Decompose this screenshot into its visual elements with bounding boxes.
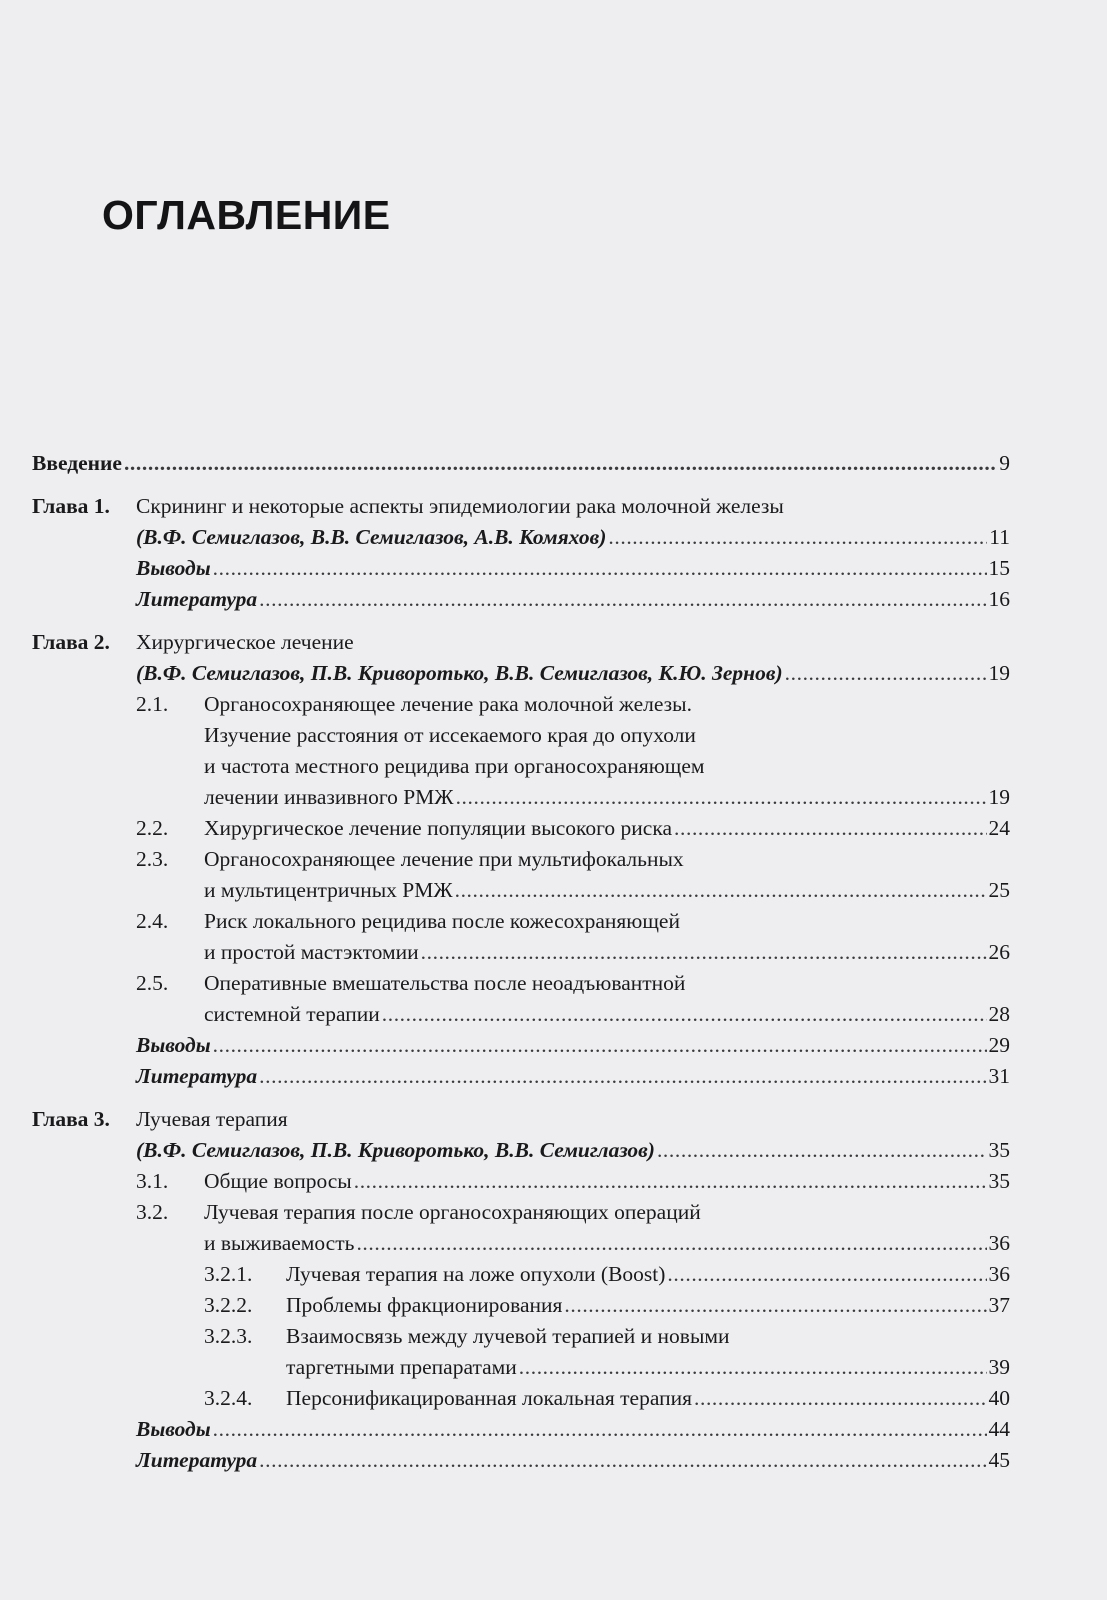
section-title-line: Лучевая терапия после органосохраняющих операций bbox=[204, 1200, 701, 1224]
section-title-line: Органосохраняющее лечение рака молочной железы. bbox=[204, 692, 692, 716]
dot-leader bbox=[259, 584, 986, 615]
conclusions-label: Выводы bbox=[136, 1033, 211, 1057]
dot-leader bbox=[608, 522, 987, 553]
authors-leader bbox=[136, 522, 1010, 553]
toc-section-3-2-line2[interactable] bbox=[32, 1228, 1010, 1259]
subsection-leader bbox=[286, 1290, 1010, 1321]
section-title-line: и простой мастэктомии bbox=[204, 940, 419, 964]
section-number: 2.4. bbox=[136, 909, 169, 933]
section-title-line: лечении инвазивного РМЖ bbox=[204, 785, 454, 809]
chapter-label: Глава 2. bbox=[32, 630, 110, 654]
authors-leader bbox=[136, 1135, 1010, 1166]
section-leader bbox=[204, 1228, 1010, 1259]
dot-leader bbox=[356, 1228, 986, 1259]
toc-chapter-3-authors[interactable] bbox=[32, 1135, 1010, 1166]
dot-leader bbox=[694, 1383, 987, 1414]
section-number: 2.5. bbox=[136, 971, 169, 995]
conclusions-label: Выводы bbox=[136, 556, 211, 580]
dot-leader bbox=[455, 875, 987, 906]
dot-leader bbox=[674, 813, 986, 844]
toc-subsection-3-2-2[interactable] bbox=[32, 1290, 1010, 1321]
page-number: 19 bbox=[988, 785, 1010, 809]
page-number: 36 bbox=[988, 1262, 1010, 1286]
conclusions-leader bbox=[136, 553, 1010, 584]
page-number: 31 bbox=[988, 1064, 1010, 1088]
chapter-title: Лучевая терапия bbox=[136, 1107, 288, 1131]
toc-subsection-3-2-3[interactable] bbox=[32, 1321, 1010, 1352]
dot-leader bbox=[213, 553, 987, 584]
literature-label: Литература bbox=[136, 587, 258, 611]
chapter-label: Глава 3. bbox=[32, 1107, 110, 1131]
section-leader bbox=[204, 999, 1010, 1030]
section-number: 3.1. bbox=[136, 1169, 169, 1193]
dot-leader bbox=[421, 937, 987, 968]
toc-ch3-literature[interactable] bbox=[32, 1445, 1010, 1476]
toc-section-2-4-line2[interactable] bbox=[32, 937, 1010, 968]
section-leader bbox=[204, 937, 1010, 968]
toc-chapter-1[interactable] bbox=[32, 491, 1010, 522]
toc-section-2-1[interactable] bbox=[32, 689, 1010, 720]
toc-section-2-2[interactable] bbox=[32, 813, 1010, 844]
section-number: 2.3. bbox=[136, 847, 169, 871]
page-number: 36 bbox=[988, 1231, 1010, 1255]
toc-intro-label: Введение bbox=[32, 451, 122, 475]
page-number: 40 bbox=[988, 1386, 1010, 1410]
page-number: 28 bbox=[988, 1002, 1010, 1026]
toc-section-2-3[interactable] bbox=[32, 844, 1010, 875]
toc-subsection-3-2-4[interactable] bbox=[32, 1383, 1010, 1414]
subsection-leader bbox=[286, 1352, 1010, 1383]
subsection-leader bbox=[286, 1259, 1010, 1290]
section-title-line: Изучение расстояния от иссекаемого края до опухоли bbox=[204, 723, 696, 747]
chapter-title: Скрининг и некоторые аспекты эпидемиологии рака молочной железы bbox=[136, 494, 784, 518]
section-title-line: Оперативные вмешательства после неоадъювантной bbox=[204, 971, 686, 995]
dot-leader bbox=[667, 1259, 986, 1290]
dot-leader bbox=[259, 1445, 986, 1476]
section-leader bbox=[204, 782, 1010, 813]
dot-leader bbox=[213, 1030, 987, 1061]
toc-subsection-3-2-3-line2[interactable] bbox=[32, 1352, 1010, 1383]
toc-entry-intro[interactable] bbox=[32, 448, 1010, 479]
toc-ch2-literature[interactable] bbox=[32, 1061, 1010, 1092]
page-number: 25 bbox=[988, 878, 1010, 902]
toc-section-2-4[interactable] bbox=[32, 906, 1010, 937]
dot-leader bbox=[456, 782, 987, 813]
dot-leader bbox=[657, 1135, 987, 1166]
dot-leader bbox=[213, 1414, 987, 1445]
toc-chapter-1-authors[interactable] bbox=[32, 522, 1010, 553]
conclusions-label: Выводы bbox=[136, 1417, 211, 1441]
section-title-line: Хирургическое лечение популяции высокого риска bbox=[204, 816, 673, 840]
subsection-number: 3.2.2. bbox=[204, 1293, 253, 1317]
dot-leader bbox=[564, 1290, 986, 1321]
dot-leader bbox=[124, 448, 997, 479]
section-title-line: Общие вопросы bbox=[204, 1169, 352, 1193]
page-number: 19 bbox=[988, 661, 1010, 685]
dot-leader bbox=[259, 1061, 986, 1092]
dot-leader bbox=[785, 658, 987, 689]
section-title-line: и частота местного рецидива при органосохраняющем bbox=[204, 754, 705, 778]
section-leader bbox=[204, 875, 1010, 906]
literature-leader bbox=[136, 584, 1010, 615]
section-title-line: и мультицентричных РМЖ bbox=[204, 878, 453, 902]
toc-ch2-conclusions[interactable] bbox=[32, 1030, 1010, 1061]
toc-section-2-1-line4[interactable] bbox=[32, 782, 1010, 813]
chapter-authors: (В.Ф. Семиглазов, П.В. Криворотько, В.В. Семиглазов, К.Ю. Зернов) bbox=[136, 661, 783, 685]
toc-section-3-1[interactable] bbox=[32, 1166, 1010, 1197]
subsection-title-line: Взаимосвязь между лучевой терапией и новыми bbox=[286, 1324, 730, 1348]
subsection-number: 3.2.1. bbox=[204, 1262, 253, 1286]
toc-section-2-5[interactable] bbox=[32, 968, 1010, 999]
page-number: 24 bbox=[988, 816, 1010, 840]
section-title-line: и выживаемость bbox=[204, 1231, 355, 1255]
page-number: 35 bbox=[988, 1138, 1010, 1162]
subsection-title-line: Проблемы фракционирования bbox=[286, 1293, 563, 1317]
conclusions-leader bbox=[136, 1030, 1010, 1061]
section-title-line: системной терапии bbox=[204, 1002, 380, 1026]
toc-chapter-2-authors[interactable] bbox=[32, 658, 1010, 689]
toc-section-2-1-line3 bbox=[32, 751, 1010, 782]
subsection-title-line: Персонификацированная локальная терапия bbox=[286, 1386, 692, 1410]
page-number: 26 bbox=[988, 940, 1010, 964]
section-title-line: Риск локального рецидива после кожесохраняющей bbox=[204, 909, 680, 933]
literature-label: Литература bbox=[136, 1064, 258, 1088]
literature-label: Литература bbox=[136, 1448, 258, 1472]
toc-section-2-3-line2[interactable] bbox=[32, 875, 1010, 906]
chapter-title: Хирургическое лечение bbox=[136, 630, 354, 654]
toc-ch1-conclusions[interactable] bbox=[32, 553, 1010, 584]
page-number: 45 bbox=[988, 1448, 1010, 1472]
page-number: 29 bbox=[988, 1033, 1010, 1057]
chapter-authors: (В.Ф. Семиглазов, В.В. Семиглазов, А.В. Комяхов) bbox=[136, 525, 607, 549]
toc-section-2-5-line2[interactable] bbox=[32, 999, 1010, 1030]
section-number: 2.1. bbox=[136, 692, 169, 716]
subsection-title-line: Лучевая терапия на ложе опухоли (Boost) bbox=[286, 1262, 666, 1286]
subsection-number: 3.2.3. bbox=[204, 1324, 253, 1348]
chapter-authors: (В.Ф. Семиглазов, П.В. Криворотько, В.В. Семиглазов) bbox=[136, 1138, 655, 1162]
section-leader bbox=[204, 813, 1010, 844]
toc-intro-leader bbox=[32, 448, 1010, 479]
toc-section-2-1-line2 bbox=[32, 720, 1010, 751]
literature-leader bbox=[136, 1061, 1010, 1092]
toc-ch3-conclusions[interactable] bbox=[32, 1414, 1010, 1445]
literature-leader bbox=[136, 1445, 1010, 1476]
toc-ch1-literature[interactable] bbox=[32, 584, 1010, 615]
page-number: 39 bbox=[988, 1355, 1010, 1379]
page-title: ОГЛАВЛЕНИЕ bbox=[102, 192, 391, 238]
toc-chapter-2[interactable] bbox=[32, 627, 1010, 658]
subsection-leader bbox=[286, 1383, 1010, 1414]
chapter-label: Глава 1. bbox=[32, 494, 110, 518]
page-number: 11 bbox=[989, 525, 1010, 549]
toc-subsection-3-2-1[interactable] bbox=[32, 1259, 1010, 1290]
dot-leader bbox=[382, 999, 987, 1030]
table-of-contents bbox=[32, 448, 1010, 1476]
conclusions-leader bbox=[136, 1414, 1010, 1445]
dot-leader bbox=[519, 1352, 987, 1383]
section-number: 2.2. bbox=[136, 816, 169, 840]
authors-leader bbox=[136, 658, 1010, 689]
subsection-number: 3.2.4. bbox=[204, 1386, 253, 1410]
page-number: 16 bbox=[988, 587, 1010, 611]
toc-chapter-3[interactable] bbox=[32, 1104, 1010, 1135]
toc-section-3-2[interactable] bbox=[32, 1197, 1010, 1228]
dot-leader bbox=[354, 1166, 987, 1197]
page-number: 9 bbox=[999, 451, 1010, 475]
page-number: 35 bbox=[988, 1169, 1010, 1193]
subsection-title-line: таргетными препаратами bbox=[286, 1355, 517, 1379]
section-number: 3.2. bbox=[136, 1200, 169, 1224]
page-number: 37 bbox=[988, 1293, 1010, 1317]
section-title-line: Органосохраняющее лечение при мультифокальных bbox=[204, 847, 684, 871]
page-number: 15 bbox=[988, 556, 1010, 580]
section-leader bbox=[204, 1166, 1010, 1197]
page-number: 44 bbox=[988, 1417, 1010, 1441]
